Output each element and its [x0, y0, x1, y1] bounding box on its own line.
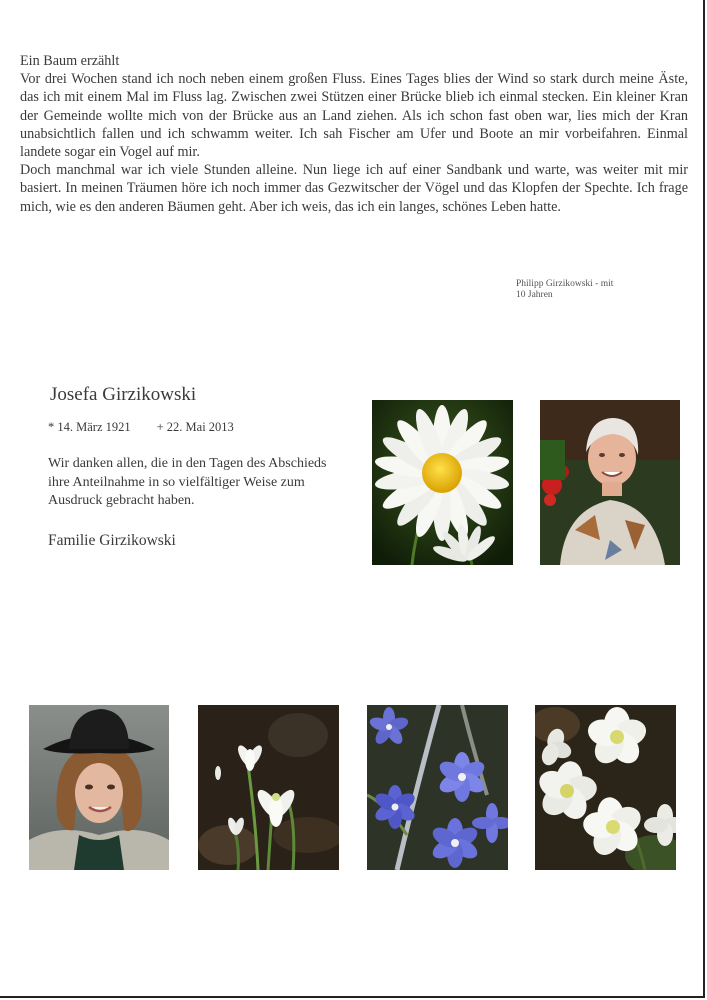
- white-hellebores-photo: [535, 705, 676, 870]
- story-title: Ein Baum erzählt: [20, 53, 120, 69]
- story-paragraph-1: Vor drei Wochen stand ich noch neben einem großen Fluss. Eines Tages blies der Wind so stark durch meine Äste, das ich mit einem Mal im Fluss lag. Zwischen zwei Stützen einer Brücke blieb ich einmal stecken. Ein kleiner Kran der Gemeinde wollte mich von der Brücke aus an Land ziehen. Als ich schon fast oben war, lies mich der Kran unabsichtlich fallen und ich schwamm weiter. Ich sah Fischer am Ufer und Boote an mir vorbeifahren. Einmal landete sogar ein Vogel auf mir.: [20, 71, 688, 161]
- young-woman-portrait: [29, 705, 169, 870]
- story-paragraph-2: Doch manchmal war ich viele Stunden alleine. Nun liege ich auf einer Sandbank und warte, was weiter mit mir basiert. In meinen Träumen höre ich noch immer das Gezwitscher der Vögel und das Klopfen der Spechte. Ich frage mich, wie es den anderen Bäumen geht. Aber ich weis, das ich ein langes, schönes Leben hatte.: [20, 162, 688, 215]
- life-dates: [48, 419, 348, 435]
- snowdrops-photo: [198, 705, 339, 870]
- elderly-woman-portrait: [540, 400, 680, 565]
- obituary-block: [48, 383, 348, 551]
- signature-line-2: 10 Jahren: [516, 290, 553, 300]
- family-signature: Familie Girzikowski: [48, 531, 176, 549]
- birth-date: * 14. März 1921: [48, 420, 131, 434]
- daisy-photo: [372, 400, 513, 565]
- signature-line-1: Philipp Girzikowski - mit: [516, 279, 614, 289]
- blue-hepatica-photo: [367, 705, 508, 870]
- thanks-text: Wir danken allen, die in den Tagen des Abschieds ihre Anteilnahme in so vielfältiger Weise zum Ausdruck gebracht haben.: [48, 456, 327, 508]
- death-date: + 22. Mai 2013: [156, 420, 234, 434]
- deceased-name: Josefa Girzikowski: [50, 384, 197, 405]
- story-signature: [516, 279, 656, 301]
- story-text: [20, 52, 688, 216]
